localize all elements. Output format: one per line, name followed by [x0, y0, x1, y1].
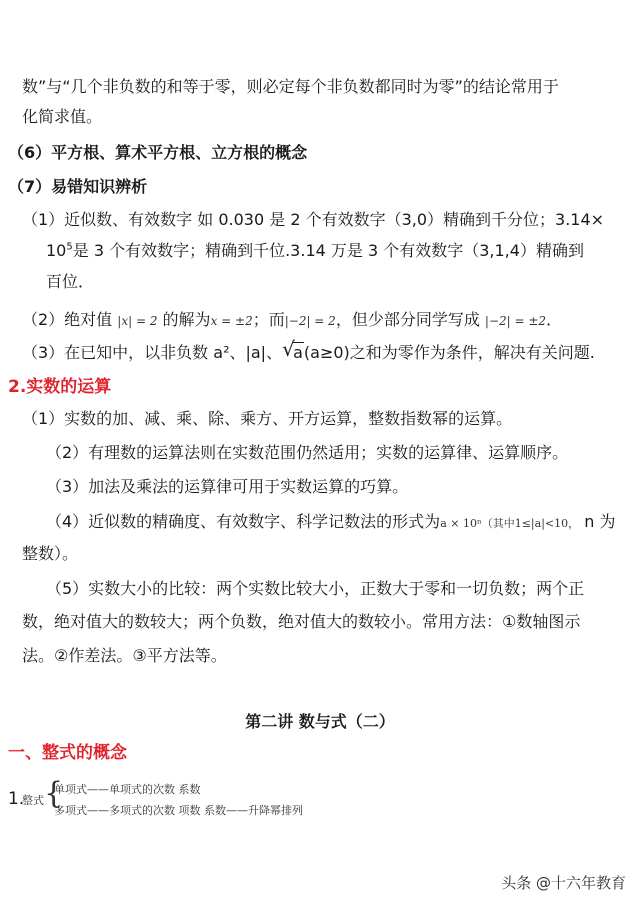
- paragraph-line: 数”与“几个非负数的和等于零，则必定每个非负数都同时为零”的结论常用于: [22, 77, 559, 96]
- list-item-continued: 法。②作差法。③平方法等。: [22, 646, 227, 665]
- concept-row: 单项式——单项式的次数 系数: [54, 783, 201, 796]
- text: （2）绝对值: [22, 310, 113, 329]
- point-2-line: [22, 309, 562, 332]
- lecture-title: 第二讲 数与式（二）: [245, 712, 395, 731]
- point-1-line: （1）近似数、有效数字 如 0.030 是 2 个有效数字（3,0）精确到千分位；3.14×: [22, 210, 605, 229]
- sqrt-expression: √ a: [282, 337, 303, 362]
- point-1-line: 百位．: [46, 272, 95, 291]
- text: （4）近似数的精确度、有效数字、科学记数法的形式为: [46, 512, 441, 531]
- list-item: （3）加法及乘法的运算律可用于实数运算的巧算。: [46, 477, 409, 496]
- item-number: 1.: [8, 789, 25, 809]
- text: (a≥0)之和为零作为条件，解决有关问题.: [303, 343, 595, 362]
- power-base: 10: [46, 241, 67, 260]
- paragraph-line: 化简求值。: [22, 107, 103, 126]
- list-item: （1）实数的加、减、乘、除、乘方、开方运算，整数指数幂的运算。: [22, 409, 513, 428]
- brace-icon: {: [44, 776, 64, 811]
- math-formula: a × 10ⁿ（其中1≤|a|<10，: [440, 517, 580, 530]
- exponent: 5: [66, 241, 73, 253]
- list-item-continued: 整数）。: [22, 544, 79, 563]
- math-formula: |x| = 2: [117, 314, 158, 328]
- math-formula: |−2| = ±2: [484, 314, 547, 328]
- section-heading: 2.实数的运算: [8, 377, 112, 397]
- text: ，但少部分同学写成: [335, 310, 480, 329]
- text: n 为: [584, 512, 616, 531]
- text: ；而: [252, 310, 285, 329]
- list-item: [46, 511, 615, 535]
- text: 的解为: [162, 310, 211, 329]
- section-heading: 一、整式的概念: [8, 743, 127, 763]
- list-item: （2）有理数的运算法则在实数范围仍然适用；实数的运算律、运算顺序。: [46, 443, 569, 462]
- list-item-continued: 数，绝对值大的数较大；两个负数，绝对值大的数较小。常用方法：①数轴图示: [22, 612, 581, 631]
- watermark-credit: 头条 @十六年教育: [501, 874, 626, 892]
- heading-7: （7）易错知识辨析: [8, 177, 148, 196]
- math-formula: x = ±2: [210, 314, 253, 328]
- list-item: （5）实数大小的比较：两个实数比较大小，正数大于零和一切负数；两个正: [46, 579, 585, 598]
- point-3-line: [22, 337, 595, 364]
- concept-label: 整式: [22, 794, 44, 807]
- radical-icon: √: [282, 337, 295, 361]
- text: ．: [546, 310, 563, 329]
- math-formula: |−2| = 2: [284, 314, 336, 328]
- text: （3）在已知中，以非负数 a²、|a|、: [22, 343, 283, 362]
- heading-6: （6）平方根、算术平方根、立方根的概念: [8, 143, 308, 162]
- point-1-line: [46, 240, 584, 262]
- concept-row: 多项式——多项式的次数 项数 系数——升降幂排列: [54, 804, 303, 817]
- text: 是 3 个有效数字；精确到千位.3.14 万是 3 个有效数字（3,1,4）精确到: [72, 241, 584, 260]
